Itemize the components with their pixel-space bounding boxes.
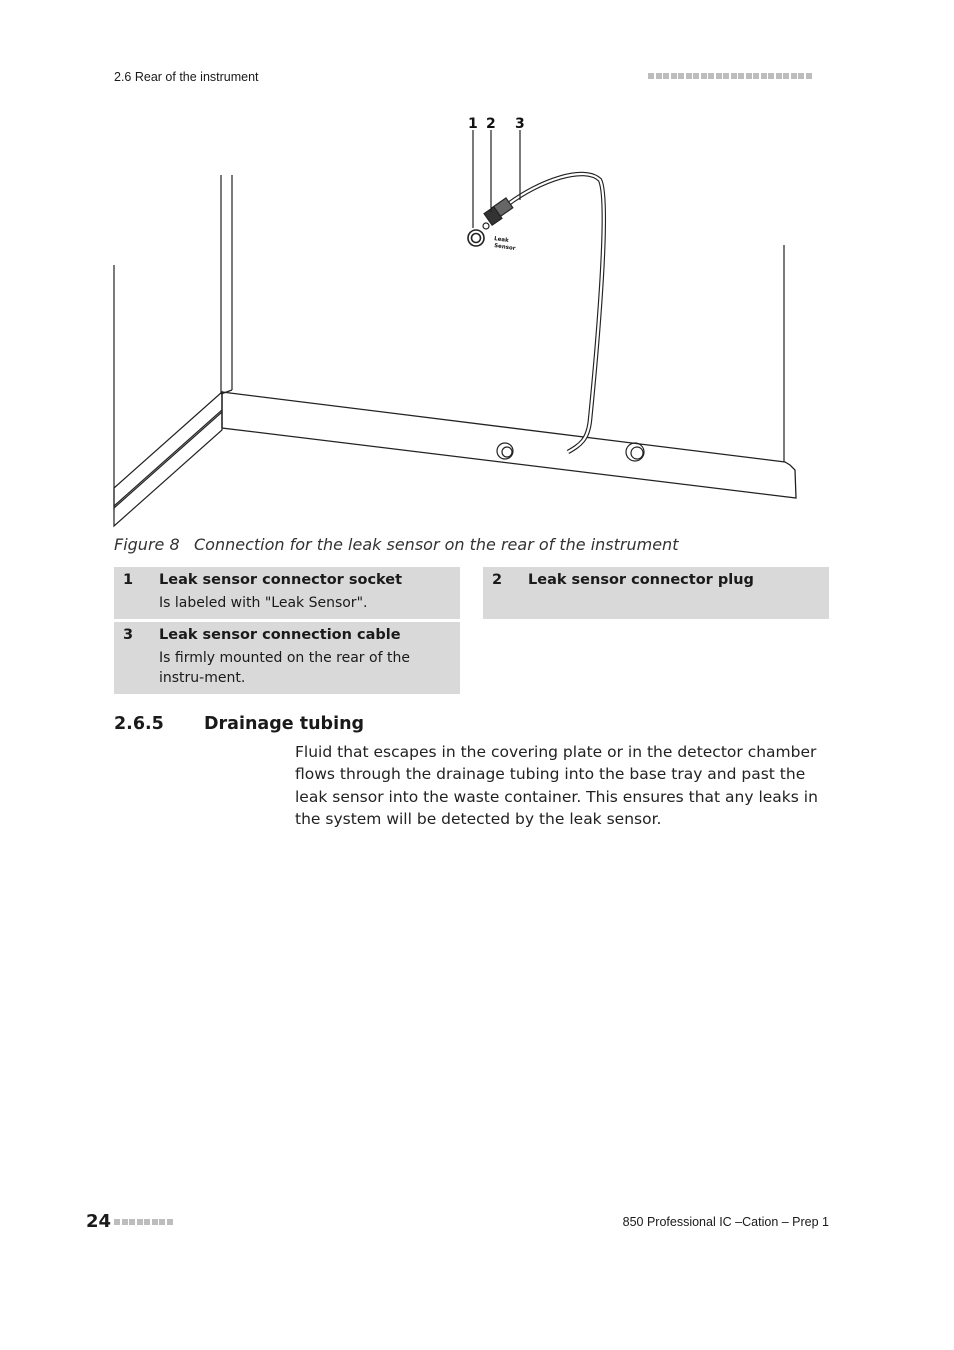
footer-decoration xyxy=(114,1219,173,1225)
device-label-line1: Leak xyxy=(493,236,510,245)
callout-2: 2 xyxy=(486,116,496,132)
legend-number: 3 xyxy=(123,627,134,643)
legend-item-3 xyxy=(114,622,460,694)
legend-number: 2 xyxy=(492,572,503,588)
footer-product: 850 Professional IC –Cation – Prep 1 xyxy=(622,1215,829,1229)
legend-description: Is labeled with "Leak Sensor". xyxy=(159,595,368,611)
legend-item-1 xyxy=(114,567,460,619)
rear-instrument-figure xyxy=(110,110,810,530)
figure-caption-text: Connection for the leak sensor on the rear of the instrument xyxy=(194,535,679,554)
device-label-line2: Sensor xyxy=(493,243,516,252)
page-number: 24 xyxy=(86,1211,112,1232)
callout-1: 1 xyxy=(468,116,478,132)
figure-number: Figure 8 xyxy=(114,535,180,554)
legend-title: Leak sensor connection cable xyxy=(159,627,401,643)
legend-title: Leak sensor connector socket xyxy=(159,572,403,588)
legend-number: 1 xyxy=(123,572,134,588)
running-header: 2.6 Rear of the instrument xyxy=(114,70,259,84)
figure-caption xyxy=(114,535,678,554)
section-title: Drainage tubing xyxy=(204,714,365,734)
callout-3: 3 xyxy=(515,116,525,132)
legend-title: Leak sensor connector plug xyxy=(528,572,754,588)
header-decoration xyxy=(648,73,812,79)
legend-item-2 xyxy=(483,567,829,619)
section-body: Fluid that escapes in the covering plate or in the detector chamber flows through the drainage tubing into the base tray and past the leak sensor into the waste container. This ensures that any leaks in the system will be detected by the leak sensor. xyxy=(295,743,818,829)
section-number: 2.6.5 xyxy=(114,714,164,734)
legend-description: Is firmly mounted on the rear of the instru-ment. xyxy=(159,650,410,686)
